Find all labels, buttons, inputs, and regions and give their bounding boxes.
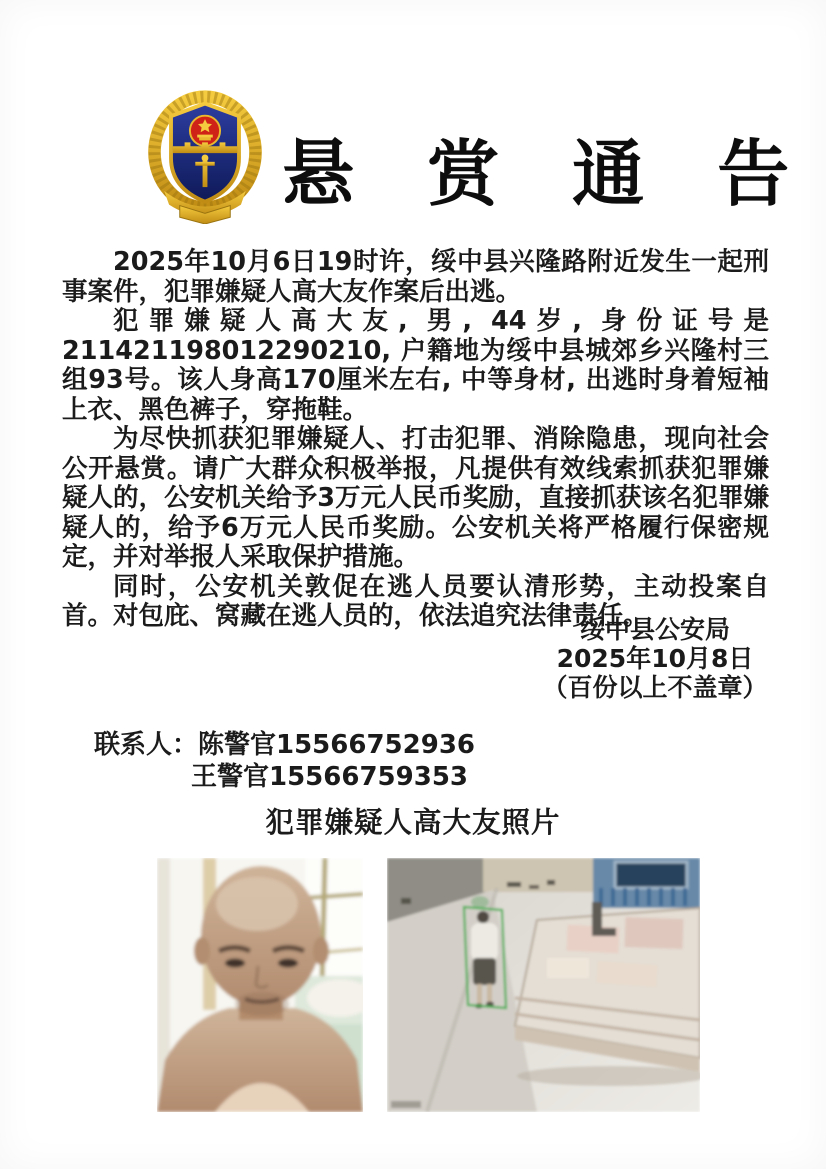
notice-paragraph: 为尽快抓获犯罪嫌疑人、打击犯罪、消除隐患，现向社会公开悬赏。请广大群众积极举报，凡提供有效线索抓获犯罪嫌疑人的，公安机关给予3万元人民币奖励，直接抓获该名犯罪嫌疑人的，给予6万元人民币奖励。公安机关将严格履行保密规定，并对举报人采取保护措施。 [62,424,769,572]
notice-paragraph: 2025年10月6日19时许，绥中县兴隆路附近发生一起刑事案件，犯罪嫌疑人高大友作案后出逃。 [62,247,769,307]
notice-paragraph: 同时，公安机关敦促在逃人员要认清形势，主动投案自首。对包庇、窝藏在逃人员的，依法追究法律责任。 [62,571,769,631]
notice-body [62,248,769,632]
signature-block [535,615,775,702]
contact-block [94,729,475,793]
cctv-still-photo [387,858,700,1112]
contact-officer-chen: 联系人：陈警官15566752936 [94,730,475,760]
issuing-agency: 绥中县公安局 [579,615,730,644]
notice-paragraph: 犯罪嫌疑人高大友, 男, 44岁, 身份证号是211421198012290210, 户籍地为绥中县城郊乡兴隆村三组93号。该人身高170厘米左右, 中等身材, 出逃时身着短袖上衣、黑色裤子，穿拖鞋。 [62,306,769,425]
photo-caption: 犯罪嫌疑人高大友照片 [265,806,561,839]
suspect-selfie-photo [157,858,363,1112]
contact-officer-wang: 王警官15566759353 [191,762,468,792]
seal-note: （百份以上不盖章） [542,673,768,702]
notice-title: 悬 赏 通 告 [282,131,814,216]
issue-date: 2025年10月8日 [556,644,754,673]
police-badge-icon [146,88,264,224]
